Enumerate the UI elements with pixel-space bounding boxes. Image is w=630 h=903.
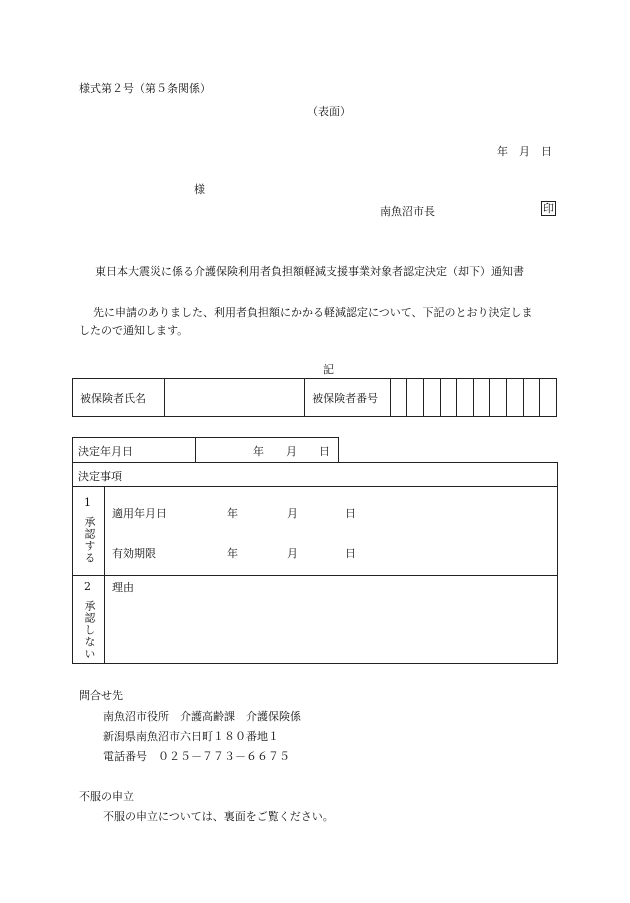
appeal-heading: 不服の申立 [79,790,134,803]
document-title: 東日本大震災に係る介護保険利用者負担額軽減支援事業対象者認定決定（却下）通知書 [95,265,524,278]
reason-label: 理由 [112,581,134,594]
decision-date-value[interactable]: 年 月 日 [253,445,330,458]
contact-heading: 問合せ先 [79,689,123,702]
ki-label: 記 [323,363,334,376]
insured-number-box[interactable] [473,379,490,417]
side-label: （表面） [307,105,351,118]
approve-number: 1 [84,496,91,509]
insured-number-box[interactable] [490,379,507,417]
insured-table [72,378,557,417]
contact-address: 新潟県南魚沼市六日町１８０番地１ [103,730,279,743]
insured-number-box[interactable] [457,379,474,417]
divider-line [72,486,558,487]
apply-date-year[interactable]: 年 [227,507,238,520]
valid-period-day[interactable]: 日 [345,547,356,560]
insured-name-field[interactable] [164,379,305,417]
issuer-name: 南魚沼市長 [380,205,435,218]
insured-number-box[interactable] [523,379,540,417]
decision-matters-label: 決定事項 [78,470,122,483]
divider-line [72,575,558,576]
addressee-suffix: 様 [194,183,205,196]
seal-mark: 印 [543,202,554,215]
apply-date-day[interactable]: 日 [345,507,356,520]
body-text-line2: したので通知します。 [79,324,189,337]
reject-label: 承認しない [83,600,96,660]
contact-office: 南魚沼市役所 介護高齢課 介護保険係 [103,710,301,723]
reject-number: 2 [84,580,91,593]
decision-matters-box [72,462,558,664]
insured-name-label: 被保険者氏名 [73,379,165,417]
approve-label: 承認する [83,516,96,564]
insured-number-box[interactable] [440,379,457,417]
appeal-text: 不服の申立については、裏面をご覧ください。 [103,810,334,823]
decision-date-divider [195,437,196,463]
divider-line [104,486,105,664]
valid-period-month[interactable]: 月 [287,547,298,560]
apply-date-month[interactable]: 月 [287,507,298,520]
contact-phone: 電話番号 ０２５－７７３－６６７５ [103,750,290,763]
form-number: 様式第２号（第５条関係） [79,82,211,95]
insured-number-box[interactable] [390,379,407,417]
insured-number-box[interactable] [540,379,557,417]
decision-date-label: 決定年月日 [78,445,133,458]
insured-number-box[interactable] [507,379,524,417]
apply-date-label: 適用年月日 [112,507,167,520]
insured-number-box[interactable] [424,379,441,417]
insured-number-label: 被保険者番号 [305,379,391,417]
valid-period-label: 有効期限 [112,547,156,560]
insured-number-box[interactable] [407,379,424,417]
valid-period-year[interactable]: 年 [227,547,238,560]
date-line: 年 月 日 [497,145,552,158]
body-text-line1: 先に申請のありました、利用者負担額にかかる軽減認定について、下記のとおり決定しま [93,306,533,319]
